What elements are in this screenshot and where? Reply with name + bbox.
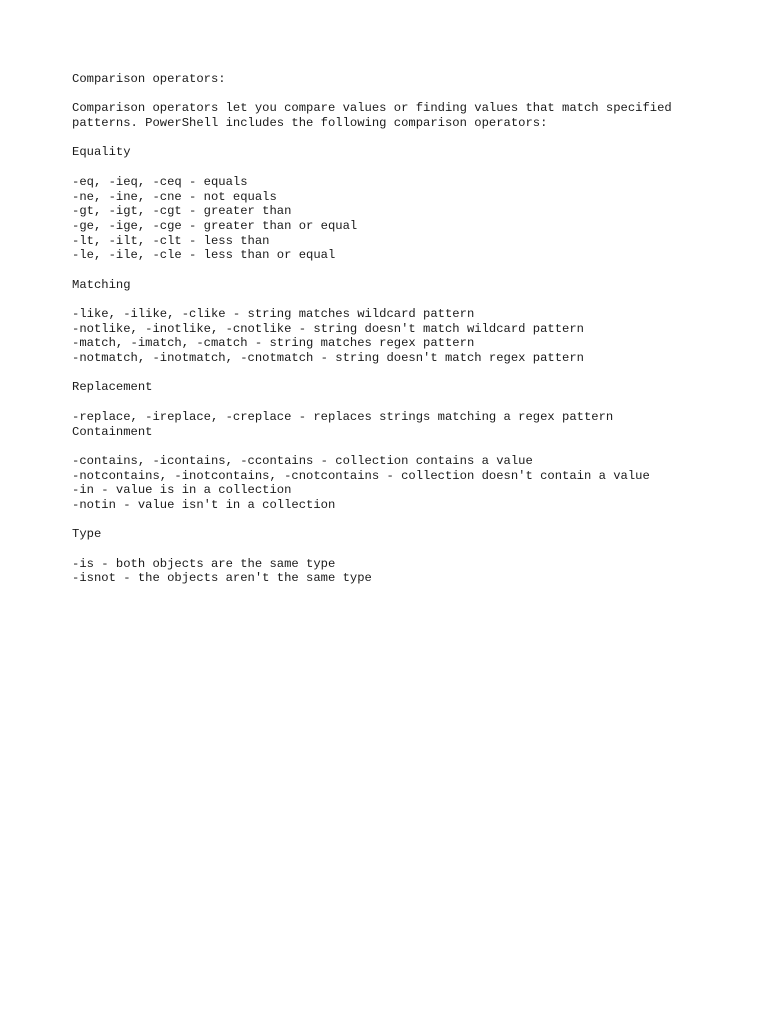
intro-line: Comparison operators let you compare values or finding values that match specified xyxy=(72,101,672,116)
spacer xyxy=(72,366,712,381)
spacer xyxy=(72,131,712,146)
operator-line: -match, -imatch, -cmatch - string matches regex pattern xyxy=(72,336,475,351)
operator-line: -gt, -igt, -cgt - greater than xyxy=(72,204,292,219)
spacer xyxy=(72,263,712,278)
spacer xyxy=(72,395,712,410)
spacer xyxy=(72,292,712,307)
spacer xyxy=(72,542,712,557)
document-page xyxy=(72,72,712,586)
operator-line: -le, -ile, -cle - less than or equal xyxy=(72,248,336,263)
operator-line: -ne, -ine, -cne - not equals xyxy=(72,189,277,204)
spacer xyxy=(72,87,712,102)
intro-line: patterns. PowerShell includes the following comparison operators: xyxy=(72,116,548,131)
operator-line: -notmatch, -inotmatch, -cnotmatch - string doesn't match regex pattern xyxy=(72,351,584,366)
spacer xyxy=(72,439,712,454)
section-heading-replacement: Replacement xyxy=(72,380,153,395)
operator-line: -like, -ilike, -clike - string matches wildcard pattern xyxy=(72,307,475,321)
section-heading-containment: Containment xyxy=(72,424,153,439)
document-title: Comparison operators: xyxy=(72,72,226,86)
operator-line: -isnot - the objects aren't the same type xyxy=(72,571,372,586)
operator-line: -notin - value isn't in a collection xyxy=(72,497,336,512)
operator-line: -eq, -ieq, -ceq - equals xyxy=(72,174,248,189)
operator-line: -is - both objects are the same type xyxy=(72,556,336,571)
operator-line: -ge, -ige, -cge - greater than or equal xyxy=(72,218,358,233)
operator-line: -replace, -ireplace, -creplace - replaces strings matching a regex pattern xyxy=(72,409,614,424)
operator-line: -contains, -icontains, -ccontains - collection contains a value xyxy=(72,453,533,468)
operator-line: -notcontains, -inotcontains, -cnotcontains - collection doesn't contain a value xyxy=(72,468,650,483)
spacer xyxy=(72,160,712,175)
section-heading-matching: Matching xyxy=(72,277,131,292)
section-heading-equality: Equality xyxy=(72,145,131,160)
operator-line: -lt, -ilt, -clt - less than xyxy=(72,233,270,248)
operator-line: -notlike, -inotlike, -cnotlike - string doesn't match wildcard pattern xyxy=(72,321,584,336)
spacer xyxy=(72,513,712,528)
section-heading-type: Type xyxy=(72,527,102,542)
operator-line: -in - value is in a collection xyxy=(72,483,292,498)
